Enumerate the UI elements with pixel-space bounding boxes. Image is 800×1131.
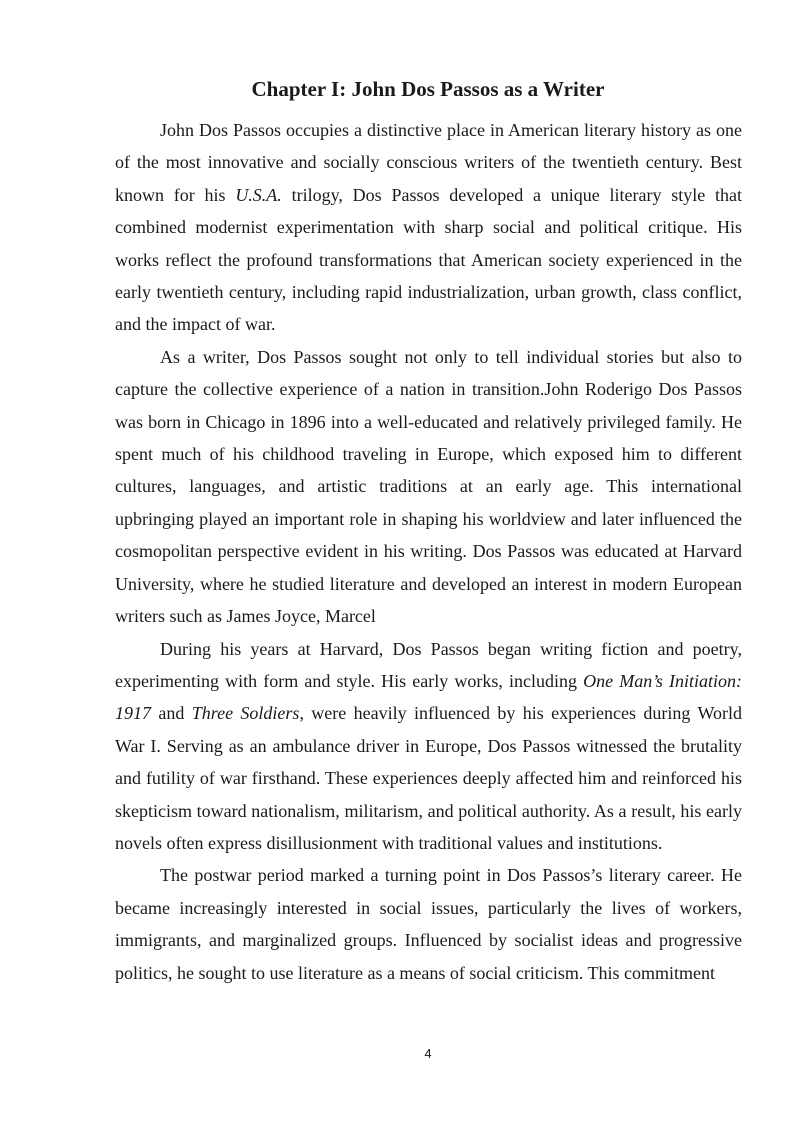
chapter-body (115, 114, 742, 989)
text-run: As a writer, Dos Passos sought not only to tell individual stories but also to capture the collective experience of a nation in transition.John Roderigo Dos Passos was born in Chicago in 1896 into a well-educated and relatively privileged family. He spent much of his childhood traveling in Europe, which exposed him to different cultures, languages, and artistic traditions at an early age. This international upbringing played an important role in shaping his worldview and later influenced the cosmopolitan perspective evident in his writing. Dos Passos was educated at Harvard University, where he studied literature and developed an interest in modern European writers such as James Joyce, Marcel (115, 346, 742, 627)
text-run: The postwar period marked a turning point in Dos Passos’s literary career. He became increasingly interested in social issues, particularly the lives of workers, immigrants, and marginalized groups. Influenced by socialist ideas and progressive politics, he sought to use literature as a means of social criticism. This commitment (115, 865, 742, 983)
text-run: and (151, 703, 192, 724)
italic-title-run: One Man’s Initiation: 1917 (115, 670, 742, 724)
italic-title-run: U.S.A. (235, 184, 282, 205)
chapter-title: Chapter I: John Dos Passos as a Writer (251, 77, 605, 101)
paragraph (115, 114, 742, 341)
paragraph (115, 633, 742, 860)
text-run: John Dos Passos occupies a distinctive place in American literary history as one of the most innovative and socially conscious writers of the twentieth century. Best known for his (115, 120, 742, 205)
text-run: During his years at Harvard, Dos Passos began writing fiction and poetry, experimenting with form and style. His early works, including (115, 638, 742, 691)
italic-title-run: Three Soldiers (191, 703, 300, 724)
page-number: 4 (424, 1046, 432, 1061)
text-run: , were heavily influenced by his experiences during World War I. Serving as an ambulance driver in Europe, Dos Passos witnessed the brutality and futility of war firsthand. These experiences deeply affected him and reinforced his skepticism toward nationalism, militarism, and political authority. As a result, his early novels often express disillusionment with traditional values and institutions. (115, 703, 742, 853)
paragraph (115, 859, 742, 989)
text-run: trilogy, Dos Passos developed a unique literary style that combined modernist experimentation with sharp social and political critique. His works reflect the profound transformations that American society experienced in the early twentieth century, including rapid industrialization, urban growth, class conflict, and the impact of war. (115, 184, 742, 335)
paragraph (115, 341, 742, 633)
